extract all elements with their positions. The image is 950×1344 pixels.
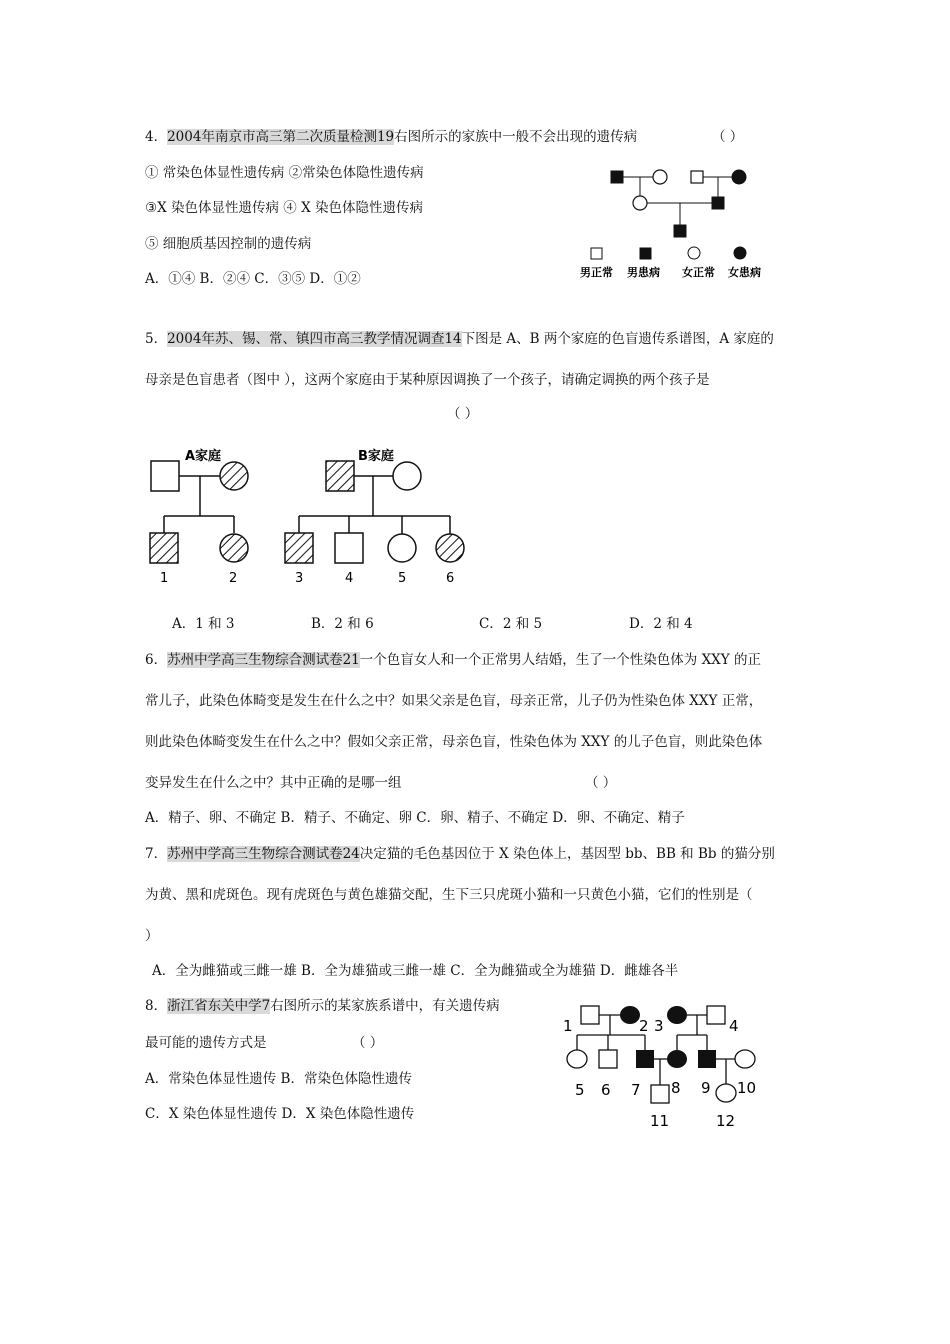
a-mother-colorblind [220, 462, 248, 490]
q8-options-ab: A．常染色体显性遗传 B．常染色体隐性遗传 [145, 1071, 412, 1087]
pedigree-normal-male [691, 171, 703, 183]
q5-option-a: A．1 和 3 [172, 616, 235, 632]
q7-stem-1: 7．苏州中学高三生物综合测试卷24决定猫的毛色基因位于 X 染色体上，基因型 bb、BB 和 Bb 的猫分别 [145, 846, 775, 862]
pedigree-normal-female [653, 170, 667, 184]
q8-source: 浙江省东关中学7 [167, 998, 271, 1014]
q4-pedigree [570, 155, 790, 285]
b-father [326, 461, 354, 491]
q5-stem-2: 母亲是色盲患者（图中 ），这两个家庭由于某种原因调换了一个孩子，请确定调换的两个孩子是 [145, 372, 710, 388]
child-label: 4 [345, 571, 354, 586]
q4-options: A．①④ B．②④ C．③⑤ D．①② [145, 271, 361, 287]
q7-stem-2: 为黄、黑和虎斑色。现有虎斑色与黄色雄猫交配，生下三只虎斑小猫和一只黄色小猫，它们的性别是（ [145, 887, 753, 903]
q6-stem-2: 常儿子，此染色体畸变是发生在什么之中？如果父亲是色盲，母亲正常，儿子仍为性染色体 XXY 正常， [145, 693, 763, 709]
q8-answer-paren: （ ） [352, 1035, 384, 1051]
person-2-affected-female [620, 1006, 640, 1024]
pedigree-label: 9 [701, 1079, 711, 1097]
q7-stem-3: ） [145, 928, 159, 944]
q5-option-d: D．2 和 4 [629, 616, 693, 632]
pedigree-affected-female [732, 170, 746, 184]
q6-source: 苏州中学高三生物综合测试卷21 [167, 652, 360, 668]
pedigree-affected-male [611, 171, 623, 183]
q4-choice-line-2: ③X 染色体显性遗传病 ④ X 染色体隐性遗传病 [145, 200, 423, 216]
b-child-6 [436, 534, 464, 562]
q8-options-cd: C．X 染色体显性遗传 D．X 染色体隐性遗传 [145, 1106, 415, 1122]
q6-stem-4: 变异发生在什么之中？其中正确的是哪一组 [145, 775, 402, 791]
q6-answer-paren: （ ） [585, 775, 617, 791]
q4-choice-line-1: ① 常染色体显性遗传病 ②常染色体隐性遗传病 [145, 165, 424, 181]
legend-label: 男正常 [580, 266, 613, 279]
q6-stem-3: 则此染色体畸变发生在什么之中？假如父亲正常，母亲色盲，性染色体为 XXY 的儿子色盲，则此染色体 [145, 734, 763, 750]
child-label: 5 [398, 571, 407, 586]
q5-answer-paren: （ ） [447, 406, 479, 422]
person-11-normal-male [651, 1085, 669, 1103]
q7-source: 苏州中学高三生物综合测试卷24 [167, 846, 360, 862]
a-father [151, 461, 179, 491]
person-6-normal-male [599, 1050, 617, 1068]
pedigree-label: 5 [575, 1081, 585, 1099]
person-7-affected-male [636, 1050, 654, 1068]
q4-text: 右图所示的家族中一般不会出现的遗传病 [394, 129, 638, 145]
child-label: 6 [446, 571, 455, 586]
family-b-label: B家庭 [358, 449, 394, 464]
pedigree-label: 1 [563, 1017, 573, 1035]
pedigree-label: 6 [601, 1081, 611, 1099]
person-10-normal-female [735, 1050, 755, 1068]
pedigree-label: 4 [729, 1017, 739, 1035]
q4-answer-paren: （ ） [712, 129, 744, 145]
q5-source: 2004年苏、锡、常、镇四市高三教学情况调查14 [167, 331, 462, 347]
q6-options: A．精子、卵、不确定 B．精子、不确定、卵 C．卵、精子、不确定 D．卵、不确定、精子 [145, 810, 685, 826]
person-9-affected-male [698, 1050, 716, 1068]
legend-normal-female-icon [688, 247, 700, 259]
pedigree-affected-male [674, 225, 686, 237]
person-5-normal-female [567, 1050, 587, 1068]
b-child-4 [335, 533, 363, 563]
family-a-label: A家庭 [185, 449, 222, 464]
pedigree-label: 11 [650, 1112, 670, 1130]
pedigree-normal-female [633, 196, 647, 210]
child-label: 2 [229, 571, 238, 586]
child-label: 3 [295, 571, 304, 586]
q4-choice-line-3: ⑤ 细胞质基因控制的遗传病 [145, 236, 312, 252]
q5-stem-1: 5．2004年苏、锡、常、镇四市高三教学情况调查14下图是 A、B 两个家庭的色盲遗传系谱图，A 家庭的 [145, 331, 774, 347]
a-child-2 [220, 534, 248, 562]
q8-stem-1: 8．浙江省东关中学7右图所示的某家族系谱中，有关遗传病 [145, 998, 500, 1014]
q7-options: A．全为雌猫或三雌一雄 B．全为雄猫或三雌一雄 C．全为雌猫或全为雄猫 D．雌雄各半 [152, 963, 679, 979]
child-label: 1 [160, 571, 169, 586]
a-child-1 [150, 533, 178, 563]
q4-source: 2004年南京市高三第二次质量检测19 [167, 129, 395, 145]
pedigree-label: 12 [716, 1112, 736, 1130]
person-3-affected-female [667, 1006, 687, 1024]
q4-stem: 4．2004年南京市高三第二次质量检测19右图所示的家族中一般不会出现的遗传病 [145, 129, 638, 145]
pedigree-affected-male [712, 197, 724, 209]
legend-label: 男患病 [627, 266, 660, 279]
q6-stem-1: 6．苏州中学高三生物综合测试卷21一个色盲女人和一个正常男人结婚，生了一个性染色体为 XXY 的正 [145, 652, 761, 668]
pedigree-label: 8 [671, 1079, 681, 1097]
b-child-3 [285, 533, 313, 563]
pedigree-label: 2 [639, 1017, 649, 1035]
legend-affected-female-icon [734, 247, 746, 259]
q5-pedigree [140, 440, 480, 590]
pedigree-label: 7 [631, 1081, 641, 1099]
person-12-normal-female [716, 1084, 736, 1102]
pedigree-label: 10 [737, 1079, 757, 1097]
b-child-5 [388, 534, 416, 562]
person-1-normal-male [581, 1006, 599, 1024]
q8-pedigree [555, 995, 780, 1135]
legend-normal-male-icon [591, 248, 602, 259]
legend-label: 女患病 [728, 266, 761, 279]
q5-option-c: C．2 和 5 [479, 616, 543, 632]
legend-label: 女正常 [682, 266, 715, 279]
b-mother [393, 462, 421, 490]
q5-option-b: B．2 和 6 [311, 616, 374, 632]
q8-stem-2: 最可能的遗传方式是 [145, 1035, 267, 1051]
pedigree-label: 3 [654, 1017, 664, 1035]
person-4-normal-male [707, 1006, 725, 1024]
legend-affected-male-icon [640, 248, 651, 259]
person-8-affected-female [667, 1050, 687, 1068]
